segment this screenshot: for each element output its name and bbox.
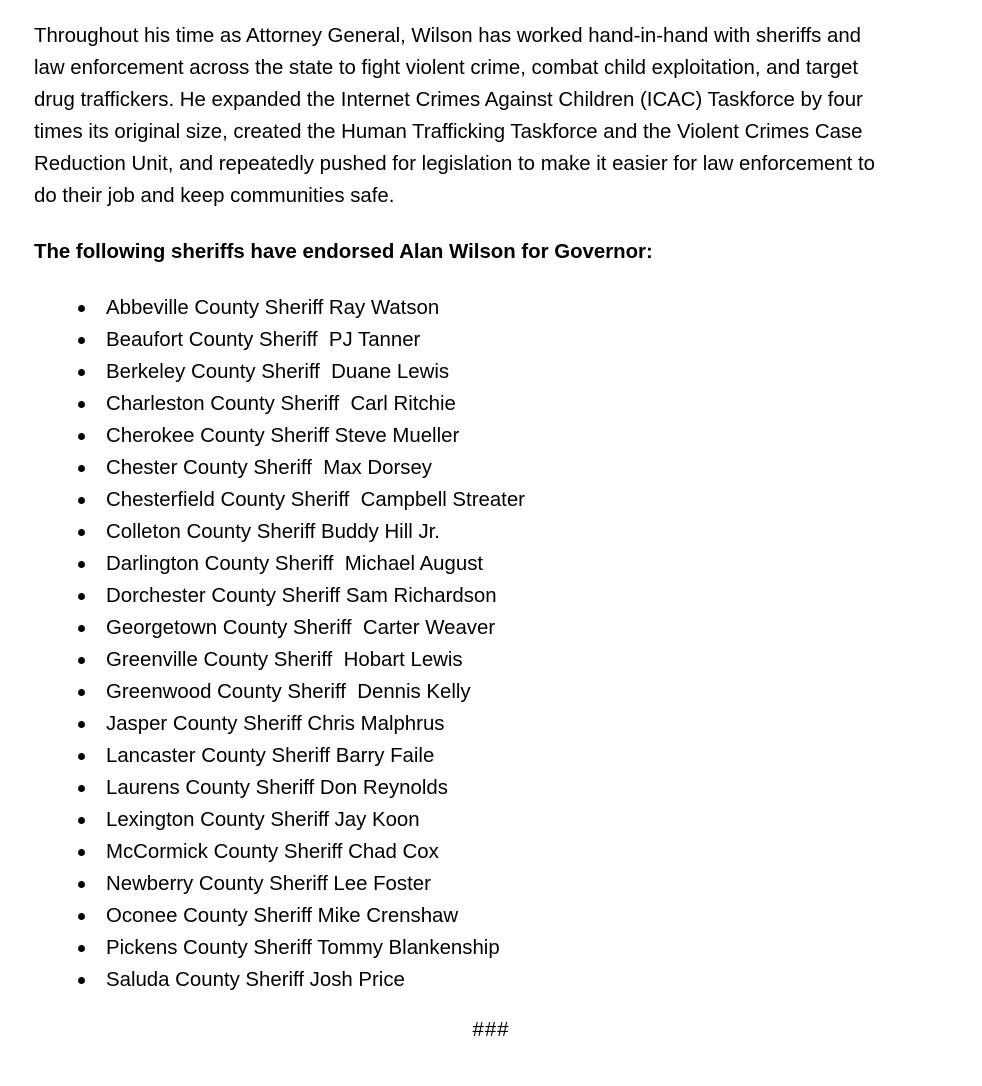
sheriff-name: Newberry County Sheriff Lee Foster — [106, 873, 431, 895]
list-item — [34, 676, 954, 708]
bullet-icon — [78, 913, 85, 920]
sheriff-name: Colleton County Sheriff Buddy Hill Jr. — [106, 521, 440, 543]
list-item — [34, 772, 954, 804]
bullet-icon — [78, 753, 85, 760]
list-item — [34, 292, 954, 324]
intro-paragraph: Throughout his time as Attorney General, Wilson has worked hand-in-hand with sheriffs and law enforcement across the state to fight violent crime, combat child exploitation, and target drug traffickers. He expanded the Internet Crimes Against Children (ICAC) Taskforce by four times its original size, created the Human Trafficking Taskforce and the Violent Crimes Case Reduction Unit, and repeatedly pushed for legislation to make it easier for law enforcement to do their job and keep communities safe. — [34, 25, 876, 207]
bullet-icon — [78, 721, 85, 728]
bullet-icon — [78, 881, 85, 888]
bullet-icon — [78, 977, 85, 984]
list-item — [34, 388, 954, 420]
bullet-icon — [78, 593, 85, 600]
bullet-icon — [78, 561, 85, 568]
sheriff-name: Cherokee County Sheriff Steve Mueller — [106, 425, 460, 447]
bullet-icon — [78, 465, 85, 472]
list-item — [34, 484, 954, 516]
list-item — [34, 420, 954, 452]
bullet-icon — [78, 945, 85, 952]
bullet-icon — [78, 657, 85, 664]
bullet-icon — [78, 433, 85, 440]
sheriff-list — [34, 292, 954, 996]
list-item — [34, 612, 954, 644]
list-item — [34, 356, 954, 388]
bullet-icon — [78, 849, 85, 856]
list-item — [34, 324, 954, 356]
sheriff-name: Chester County Sheriff Max Dorsey — [106, 457, 433, 479]
sheriff-name: McCormick County Sheriff Chad Cox — [106, 841, 439, 863]
list-item — [34, 548, 954, 580]
bullet-icon — [78, 497, 85, 504]
list-item — [34, 452, 954, 484]
sheriff-name: Laurens County Sheriff Don Reynolds — [106, 777, 448, 799]
endorsement-heading: The following sheriffs have endorsed Alan Wilson for Governor: — [34, 241, 653, 263]
bullet-icon — [78, 401, 85, 408]
sheriff-name: Berkeley County Sheriff Duane Lewis — [106, 361, 450, 383]
sheriff-name: Darlington County Sheriff Michael August — [106, 553, 484, 575]
list-item — [34, 900, 954, 932]
bullet-icon — [78, 529, 85, 536]
sheriff-name: Abbeville County Sheriff Ray Watson — [106, 297, 440, 319]
sheriff-name: Lexington County Sheriff Jay Koon — [106, 809, 420, 831]
list-item — [34, 644, 954, 676]
bullet-icon — [78, 625, 85, 632]
sheriff-name: Greenwood County Sheriff Dennis Kelly — [106, 681, 471, 703]
list-item — [34, 836, 954, 868]
list-item — [34, 708, 954, 740]
sheriff-name: Charleston County Sheriff Carl Ritchie — [106, 393, 456, 415]
sheriff-name: Pickens County Sheriff Tommy Blankenship — [106, 937, 500, 959]
sheriff-name: Dorchester County Sheriff Sam Richardson — [106, 585, 497, 607]
sheriff-name: Saluda County Sheriff Josh Price — [106, 969, 405, 991]
list-item — [34, 804, 954, 836]
sheriff-name: Lancaster County Sheriff Barry Faile — [106, 745, 435, 767]
list-item — [34, 516, 954, 548]
end-mark: ### — [472, 1019, 510, 1041]
sheriff-name: Beaufort County Sheriff PJ Tanner — [106, 329, 421, 351]
sheriff-name: Jasper County Sheriff Chris Malphrus — [106, 713, 445, 735]
bullet-icon — [78, 305, 85, 312]
bullet-icon — [78, 817, 85, 824]
bullet-icon — [78, 785, 85, 792]
sheriff-name: Oconee County Sheriff Mike Crenshaw — [106, 905, 459, 927]
list-item — [34, 868, 954, 900]
list-item — [34, 964, 954, 996]
list-item — [34, 740, 954, 772]
bullet-icon — [78, 689, 85, 696]
sheriff-name: Greenville County Sheriff Hobart Lewis — [106, 649, 463, 671]
sheriff-name: Chesterfield County Sheriff Campbell Streater — [106, 489, 525, 511]
bullet-icon — [78, 337, 85, 344]
bullet-icon — [78, 369, 85, 376]
list-item — [34, 580, 954, 612]
sheriff-name: Georgetown County Sheriff Carter Weaver — [106, 617, 496, 639]
document-body — [34, 20, 954, 996]
list-item — [34, 932, 954, 964]
